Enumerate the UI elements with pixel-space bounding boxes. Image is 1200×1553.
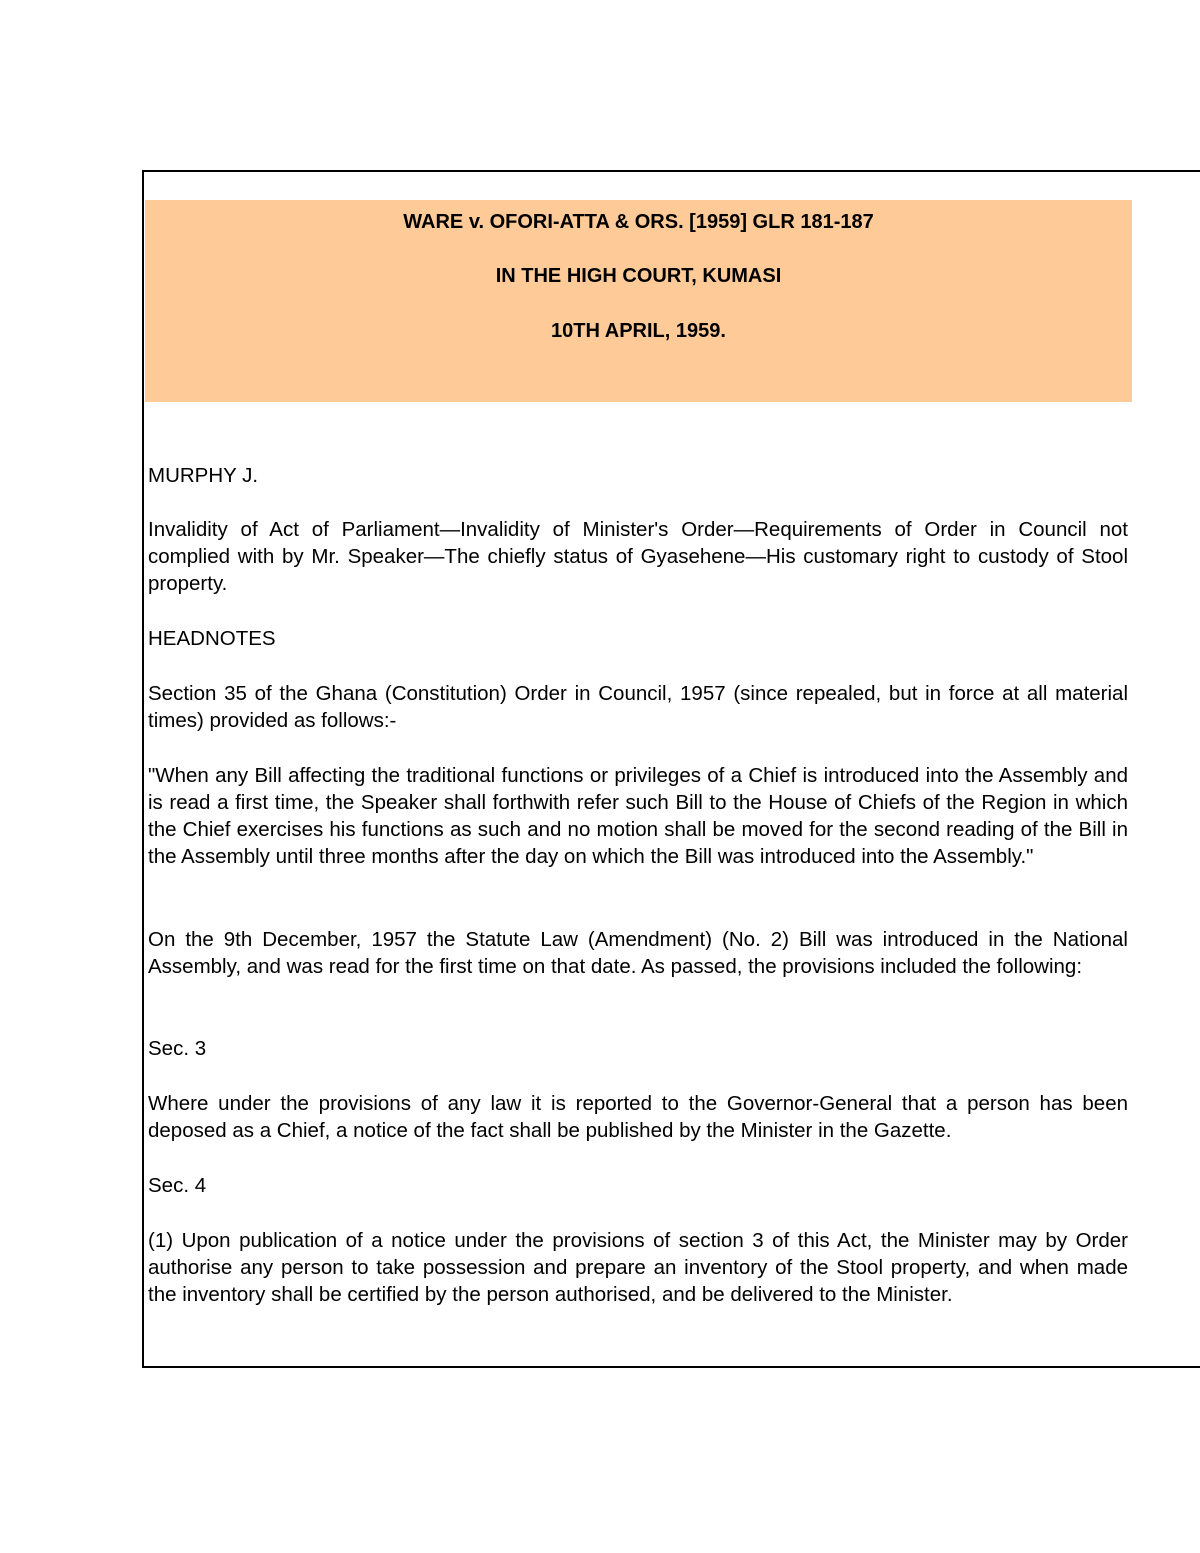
case-title: WARE v. OFORI-ATTA & ORS. [1959] GLR 181-187: [403, 211, 874, 233]
case-header-band: [145, 200, 1132, 402]
quoted-provision: "When any Bill affecting the traditional functions or privileges of a Chief is introduced into the Assembly and is read a first time, the Speaker shall forthwith refer such Bill to the House of Chiefs of the Region in which the Chief exercises his functions as such and no motion shall be moved for the second reading of the Bill in the Assembly until three months after the day on which the Bill was introduced into the Assembly.": [148, 764, 1128, 868]
section-35-paragraph: Section 35 of the Ghana (Constitution) Order in Council, 1957 (since repealed, but in force at all material times) provided as follows:-: [148, 682, 1128, 732]
judge-name: MURPHY J.: [148, 464, 259, 487]
court-name: IN THE HIGH COURT, KUMASI: [495, 265, 782, 287]
judgment-date: 10TH APRIL, 1959.: [551, 320, 726, 342]
bill-paragraph: On the 9th December, 1957 the Statute Law (Amendment) (No. 2) Bill was introduced in the National Assembly, and was read for the first time on that date. As passed, the provisions included the following:: [148, 928, 1128, 978]
subject-headnote: Invalidity of Act of Parliament—Invalidity of Minister's Order—Requirements of Order in Council not complied with by Mr. Speaker—The chiefly status of Gyasehene—His customary right to custody of Stool property.: [148, 518, 1128, 595]
section-4-heading: Sec. 4: [148, 1174, 207, 1197]
section-3-text: Where under the provisions of any law it is reported to the Governor-General that a person has been deposed as a Chief, a notice of the fact shall be published by the Minister in the Gazette.: [148, 1092, 1128, 1142]
section-3-heading: Sec. 3: [148, 1037, 207, 1060]
headnotes-heading: HEADNOTES: [148, 627, 276, 650]
section-4-text: (1) Upon publication of a notice under the provisions of section 3 of this Act, the Minister may by Order authorise any person to take possession and prepare an inventory of the Stool property, and when made the inventory shall be certified by the person authorised, and be delivered to the Minister.: [148, 1229, 1128, 1306]
